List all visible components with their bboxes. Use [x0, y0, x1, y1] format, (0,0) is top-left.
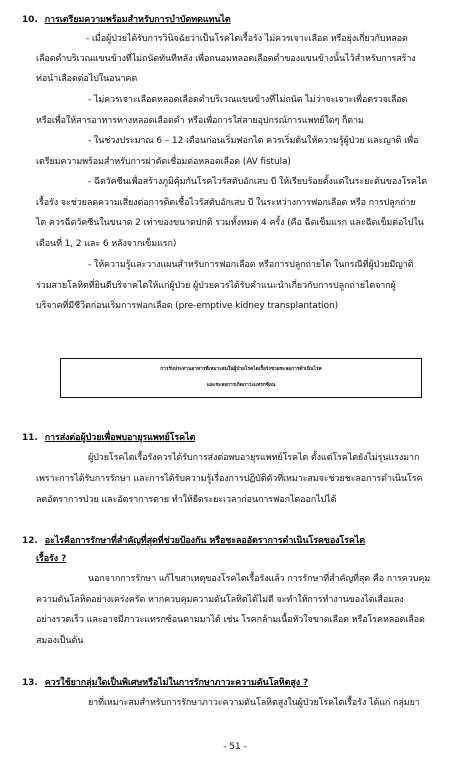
section-13-heading	[22, 677, 308, 689]
section-11-number: 11.	[22, 433, 38, 443]
section-10-line: - ให้ความรู้และวางแผนสำหรับการฟอกเลือด หรือการปลูกถ่ายไต ในกรณีที่ผู้ป่วยมีญาติ	[88, 260, 414, 270]
section-11-line: เพราะการได้รับการรักษา และการได้รับความรู้เรื่องการปฏิบัติตัวที่เหมาะสมจะช่วยชะลอการดำเนินโรค	[36, 474, 423, 484]
section-13-line: ยาที่เหมาะสมสำหรับการรักษาภาวะความดันโลหิตสูงในผู้ป่วยโรคไตเรื้อรัง ได้แก่ กลุ่มยา	[88, 698, 420, 708]
section-10-title: การเตรียมความพร้อมสำหรับการบำบัดทดแทนไต	[44, 15, 231, 25]
section-12-heading	[22, 535, 365, 547]
section-10-number: 10.	[22, 15, 38, 25]
section-11-heading	[22, 432, 195, 444]
boxed-heading-line-1: การรับประทานอาหารที่เหมาะสมในผู้ป่วยโรคไตเรื้อรังช่วยชะลอการดำเนินโรค	[160, 367, 322, 372]
section-12-line: ความดันโลหิตอย่างเคร่งครัด หากควบคุมความดันโลหิตได้ไม่ดี จะทำให้การทำงานของไตเสื่อมลง	[36, 595, 404, 605]
section-12-line: สมองเป็นต้น	[36, 636, 84, 646]
section-12-line: อย่างรวดเร็ว และอาจมีภาวะแทรกซ้อนตามมาได้ เช่น โรคกล้ามเนื้อหัวใจขาดเลือด หรือโรคหลอดเลือด	[36, 615, 425, 625]
section-10-line: เรื้อรัง จะช่วยลดความเสี่ยงต่อการติดเชื้อไวรัสตับอักเสบ บี ในระหว่างการฟอกเลือด หรือ การปลูกถ่าย	[36, 198, 416, 208]
section-12-line: นอกจากการรักษา แก้ไขสาเหตุของโรคไตเรื้อรังแล้ว การรักษาที่สำคัญที่สุด คือ การควบคุม	[88, 574, 431, 584]
section-10-heading	[22, 14, 231, 26]
section-10-line: - ไม่ควรเจาะเลือดหลอดเลือดดำบริเวณแขนข้างที่ไม่ถนัด ไม่ว่าจะเจาะเพื่อตรวจเลือด	[88, 95, 408, 105]
section-12-number: 12.	[22, 536, 38, 546]
section-10-line: หรือเพื่อให้สารอาหารทางหลอดเลือดดำ หรือเพื่อการใส่สายอุปกรณ์การแพทย์ใดๆ ก็ตาม	[36, 116, 364, 126]
boxed-heading	[60, 358, 422, 398]
section-10-line: - เมื่อผู้ป่วยได้รับการวินิจฉัยว่าเป็นโรคไตเรื้อรัง ไม่ควรเจาะเลือด หรือยุ่งเกี่ยวกับหลอด	[86, 34, 408, 44]
section-13-title: ควรใช้ยากลุ่มใดเป็นพิเศษหรือไม่ในการรักษาภาวะความดันโลหิตสูง ?	[44, 678, 309, 688]
section-11-line: ผู้ป่วยโรคไตเรื้อรังควรได้รับการส่งต่อพบอายุรแพทย์โรคไต ตั้งแต่โรคไตยังไม่รุนแรงมาก	[88, 453, 420, 463]
section-13-number: 13.	[22, 678, 38, 688]
section-10-line: เลือดดำบริเวณแขนข้างที่ไม่ถนัดทันทีหลัง เพื่อถนอมหลอดเลือดดำของแขนข้างนั้นไว้สำหรับการสร้าง	[36, 54, 416, 64]
section-10-line: ไต ควรฉีดวัคซีนในขนาด 2 เท่าของขนาดปกติ รวมทั้งหมด 4 ครั้ง (คือ ฉีดเข็มแรก และฉีดเข็มต่อไปใน	[36, 218, 424, 228]
section-10-line: บริจาคที่มีชีวิตก่อนเริ่มการฟอกเลือด (pre-emptive kidney transplantation)	[36, 301, 339, 311]
section-11-title: การส่งต่อผู้ป่วยเพื่อพบอายุรแพทย์โรคไต	[44, 433, 196, 443]
section-10-line: เดือนที่ 1, 2 และ 6 หลังจากเข็มแรก)	[36, 239, 177, 249]
section-11-line: ลดอัตราการป่วย และอัตราการตาย ทำให้ยืดระยะเวลาก่อนการฟอกไตออกไปได้	[36, 495, 337, 505]
section-10-line: เตรียมความพร้อมสำหรับการผ่าตัดเชื่อมต่อหลอดเลือด (AV fistula)	[36, 157, 291, 167]
section-10-line: - ในช่วงประมาณ 6 – 12 เดือนก่อนเริ่มฟอกไต ควรเริ่มต้นให้ความรู้ผู้ป่วย และญาติ เพื่อ	[88, 136, 419, 146]
section-10-line: ท่อนำเลือดต่อไปในอนาคต	[36, 74, 138, 84]
page-number: - 51 -	[223, 742, 247, 752]
boxed-heading-line-2: และชะลอการเกิดภาวะแทรกซ้อน	[206, 383, 276, 388]
section-12-title-line-2: เรื้อรัง ?	[36, 554, 67, 564]
section-10-line: - ฉีดวัคซีนเพื่อสร้างภูมิคุ้มกันโรคไวรัสตับอักเสบ บี ให้เรียบร้อยตั้งแต่ในระยะต้นของโรคไต	[88, 177, 428, 187]
section-10-line: ร่วมสายโลหิตที่ยินดีบริจาคไตให้แก่ผู้ป่วย ผู้ป่วยควรได้รับคำแนะนำเกี่ยวกับการปลูกถ่ายไตจากผู้	[36, 281, 396, 291]
section-12-title-line-1: อะไรคือการรักษาที่สำคัญที่สุดที่ช่วยป้องกัน หรือชะลออัตราการดำเนินโรคของโรคไต	[44, 536, 365, 546]
